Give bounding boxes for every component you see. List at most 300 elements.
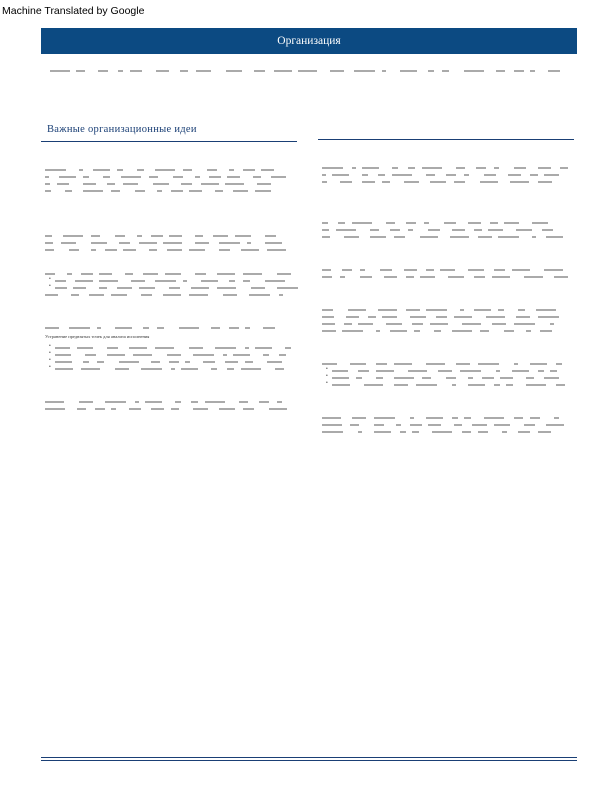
word-fragment [151,408,164,410]
word-fragment [55,287,67,289]
word-fragment [530,417,540,419]
word-fragment [91,235,100,237]
word-fragment [265,280,285,282]
word-fragment [374,431,391,433]
word-fragment [348,309,366,311]
word-fragment [406,276,414,278]
word-fragment [514,323,535,325]
word-fragment [211,368,217,370]
text-line [322,276,574,278]
word-fragment [91,249,96,251]
text-line [322,174,574,176]
word-fragment [153,183,169,185]
word-fragment [480,330,489,332]
word-fragment [123,183,138,185]
word-fragment [362,181,375,183]
word-fragment [83,176,89,178]
word-fragment [512,269,530,271]
subsection-heading: Устранение предвзятых точек для анализа исполнения [45,334,150,339]
word-fragment [233,190,248,192]
word-fragment [215,347,236,349]
word-fragment [482,377,494,379]
word-fragment [121,176,141,178]
word-fragment [141,294,152,296]
subsection-heading-marker [322,296,574,301]
word-fragment [263,354,269,356]
text-line [322,417,574,419]
word-fragment [426,363,445,365]
word-fragment [478,363,499,365]
word-fragment [67,273,72,275]
bullet-line [55,287,297,289]
word-fragment [496,70,505,72]
word-fragment [189,190,202,192]
word-fragment [151,235,163,237]
word-fragment [245,361,253,363]
word-fragment [55,361,72,363]
word-fragment [378,174,385,176]
word-fragment [45,176,49,178]
word-fragment [117,169,123,171]
subsection [318,256,574,278]
word-fragment [277,401,282,403]
word-fragment [195,242,209,244]
word-fragment [452,330,472,332]
word-fragment [155,280,176,282]
word-fragment [59,176,76,178]
word-fragment [189,294,208,296]
word-fragment [554,417,559,419]
word-fragment [554,276,568,278]
word-fragment [446,174,456,176]
text-line [322,167,574,169]
word-fragment [494,269,505,271]
machine-translated-label: Machine Translated by Google [2,5,145,17]
word-fragment [428,424,441,426]
word-fragment [508,174,521,176]
word-fragment [518,431,530,433]
text-line [45,294,297,296]
word-fragment [119,242,130,244]
word-fragment [239,401,248,403]
word-fragment [57,183,69,185]
word-fragment [271,176,286,178]
word-fragment [173,176,183,178]
word-fragment [476,167,486,169]
word-fragment [374,417,395,419]
word-fragment [444,222,456,224]
word-fragment [69,249,79,251]
word-fragment [550,323,554,325]
word-fragment [422,167,442,169]
word-fragment [279,294,283,296]
word-fragment [156,70,169,72]
word-fragment [374,424,384,426]
word-fragment [55,368,73,370]
word-fragment [91,242,107,244]
right-column [318,120,574,438]
subsection [41,156,297,192]
word-fragment [63,235,83,237]
word-fragment [434,330,441,332]
word-fragment [446,377,456,379]
word-fragment [245,327,250,329]
word-fragment [193,408,208,410]
bullet-line [55,354,297,356]
word-fragment [546,236,563,238]
word-fragment [77,347,93,349]
word-fragment [247,242,251,244]
word-fragment [118,70,123,72]
word-fragment [241,249,259,251]
word-fragment [526,377,534,379]
word-fragment [454,316,472,318]
word-fragment [181,368,198,370]
word-fragment [191,287,209,289]
word-fragment [538,370,544,372]
word-fragment [376,377,383,379]
word-fragment [165,273,181,275]
word-fragment [404,269,417,271]
word-fragment [536,309,556,311]
word-fragment [322,229,329,231]
word-fragment [338,222,345,224]
word-fragment [462,323,481,325]
page-number-marker [309,765,311,771]
banner-title: Организация [277,35,341,47]
word-fragment [243,169,255,171]
word-fragment [167,354,181,356]
word-fragment [45,235,52,237]
word-fragment [45,249,54,251]
word-fragment [207,169,217,171]
word-fragment [352,417,366,419]
word-fragment [183,280,187,282]
word-fragment [410,316,426,318]
word-fragment [376,363,387,365]
word-fragment [412,323,423,325]
word-fragment [504,330,514,332]
word-fragment [275,368,284,370]
word-fragment [352,222,372,224]
word-fragment [195,273,206,275]
word-fragment [322,181,327,183]
word-fragment [137,235,142,237]
word-fragment [81,368,100,370]
word-fragment [332,174,349,176]
word-fragment [452,229,465,231]
word-fragment [490,222,498,224]
word-fragment [97,327,101,329]
word-fragment [400,431,406,433]
word-fragment [274,70,292,72]
word-fragment [45,242,53,244]
word-fragment [117,287,132,289]
word-fragment [171,368,175,370]
word-fragment [322,222,328,224]
word-fragment [486,316,505,318]
text-line [322,316,574,318]
word-fragment [386,222,395,224]
word-fragment [322,424,342,426]
word-fragment [243,280,250,282]
word-fragment [235,235,251,237]
subsection [41,388,297,410]
word-fragment [344,236,359,238]
word-fragment [450,236,469,238]
word-fragment [226,70,242,72]
word-fragment [392,167,398,169]
word-fragment [390,229,400,231]
word-fragment [143,273,158,275]
word-fragment [454,424,462,426]
word-fragment [69,327,90,329]
text-line [45,242,297,244]
word-fragment [468,384,485,386]
word-fragment [225,361,238,363]
word-fragment [181,183,192,185]
word-fragment [360,276,372,278]
word-fragment [125,273,133,275]
word-fragment [414,330,420,332]
word-fragment [213,235,228,237]
word-fragment [370,229,379,231]
intro-paragraph [46,70,566,77]
word-fragment [89,294,104,296]
word-fragment [362,174,368,176]
word-fragment [169,361,179,363]
word-fragment [340,276,345,278]
word-fragment [538,167,551,169]
word-fragment [358,370,369,372]
section-heading: Важные организационные идеи [41,120,297,142]
word-fragment [514,70,524,72]
word-fragment [267,249,286,251]
word-fragment [76,70,85,72]
subsection [41,273,297,296]
word-fragment [468,222,481,224]
word-fragment [376,370,394,372]
word-fragment [456,167,465,169]
word-fragment [105,249,117,251]
text-line [50,70,566,72]
word-fragment [151,361,160,363]
word-fragment [115,368,129,370]
footer-right-marker [428,768,429,773]
word-fragment [504,222,519,224]
word-fragment [422,377,431,379]
word-fragment [544,174,559,176]
word-fragment [352,167,356,169]
word-fragment [462,431,471,433]
word-fragment [298,70,317,72]
word-fragment [227,368,234,370]
subsection-heading-marker [45,314,297,319]
word-fragment [430,181,446,183]
word-fragment [438,370,452,372]
word-fragment [171,408,179,410]
word-fragment [350,424,359,426]
word-fragment [119,361,139,363]
word-fragment [542,229,553,231]
word-fragment [45,183,50,185]
word-fragment [530,174,538,176]
word-fragment [478,431,488,433]
word-fragment [45,273,55,275]
word-fragment [253,176,261,178]
word-fragment [550,370,557,372]
word-fragment [219,249,230,251]
word-fragment [556,384,565,386]
word-fragment [440,269,455,271]
word-fragment [209,176,221,178]
word-fragment [456,363,470,365]
word-fragment [468,377,473,379]
word-fragment [464,417,471,419]
word-fragment [336,229,356,231]
word-fragment [420,236,438,238]
word-fragment [205,401,225,403]
word-fragment [135,190,145,192]
word-fragment [502,431,507,433]
text-line [322,323,574,325]
word-fragment [404,181,419,183]
word-fragment [75,280,93,282]
word-fragment [472,424,487,426]
word-fragment [243,408,254,410]
word-fragment [428,229,440,231]
word-fragment [195,235,203,237]
word-fragment [494,167,499,169]
subsection-heading-marker [322,256,574,261]
word-fragment [322,323,335,325]
subsection-heading-marker [45,156,297,161]
word-fragment [203,361,215,363]
word-fragment [157,327,164,329]
word-fragment [454,181,465,183]
text-line [45,408,297,410]
word-fragment [544,377,559,379]
word-fragment [420,276,435,278]
word-fragment [107,183,115,185]
word-fragment [85,354,96,356]
word-fragment [233,354,250,356]
word-fragment [77,408,86,410]
word-fragment [163,242,182,244]
word-fragment [61,242,76,244]
word-fragment [464,70,484,72]
word-fragment [111,408,116,410]
word-fragment [261,169,274,171]
word-fragment [55,280,66,282]
word-fragment [149,249,157,251]
word-fragment [191,401,198,403]
word-fragment [538,316,559,318]
word-fragment [279,354,286,356]
word-fragment [526,330,531,332]
word-fragment [255,347,272,349]
word-fragment [416,384,437,386]
word-fragment [530,363,547,365]
text-line [322,363,574,365]
word-fragment [196,70,211,72]
word-fragment [474,309,491,311]
word-fragment [548,70,560,72]
word-fragment [149,176,158,178]
word-fragment [269,408,287,410]
word-fragment [460,370,481,372]
word-fragment [484,417,504,419]
word-fragment [516,316,530,318]
word-fragment [484,174,496,176]
text-line [45,190,297,192]
word-fragment [492,323,506,325]
word-fragment [183,169,192,171]
subsection [41,314,297,370]
word-fragment [223,294,237,296]
word-fragment [428,70,434,72]
word-fragment [354,70,375,72]
text-line [45,273,297,275]
subsection [318,209,574,238]
word-fragment [163,294,181,296]
word-fragment [201,183,219,185]
word-fragment [370,236,386,238]
word-fragment [344,323,352,325]
word-fragment [277,273,291,275]
word-fragment [265,242,282,244]
word-fragment [193,354,214,356]
word-fragment [265,235,276,237]
word-fragment [55,354,71,356]
word-fragment [257,183,271,185]
bullet-line [55,361,297,363]
word-fragment [249,294,270,296]
text-line [322,236,574,238]
word-fragment [137,169,144,171]
word-fragment [410,417,414,419]
word-fragment [512,370,529,372]
word-fragment [492,276,510,278]
subsection [318,154,574,183]
word-fragment [155,169,175,171]
text-line [322,309,574,311]
word-fragment [45,294,58,296]
word-fragment [382,316,397,318]
word-fragment [201,280,218,282]
word-fragment [494,384,500,386]
word-fragment [412,431,419,433]
word-fragment [98,70,108,72]
word-fragment [408,167,415,169]
word-fragment [129,347,147,349]
word-fragment [514,417,523,419]
word-fragment [79,401,93,403]
word-fragment [79,169,83,171]
word-fragment [498,236,519,238]
subsection-heading-marker [322,154,574,159]
word-fragment [378,309,397,311]
word-fragment [322,363,337,365]
word-fragment [81,273,93,275]
word-fragment [322,167,343,169]
word-fragment [225,183,244,185]
subsection-heading-marker [45,388,297,393]
word-fragment [382,70,386,72]
word-fragment [442,70,449,72]
word-fragment [538,181,552,183]
word-fragment [229,280,235,282]
